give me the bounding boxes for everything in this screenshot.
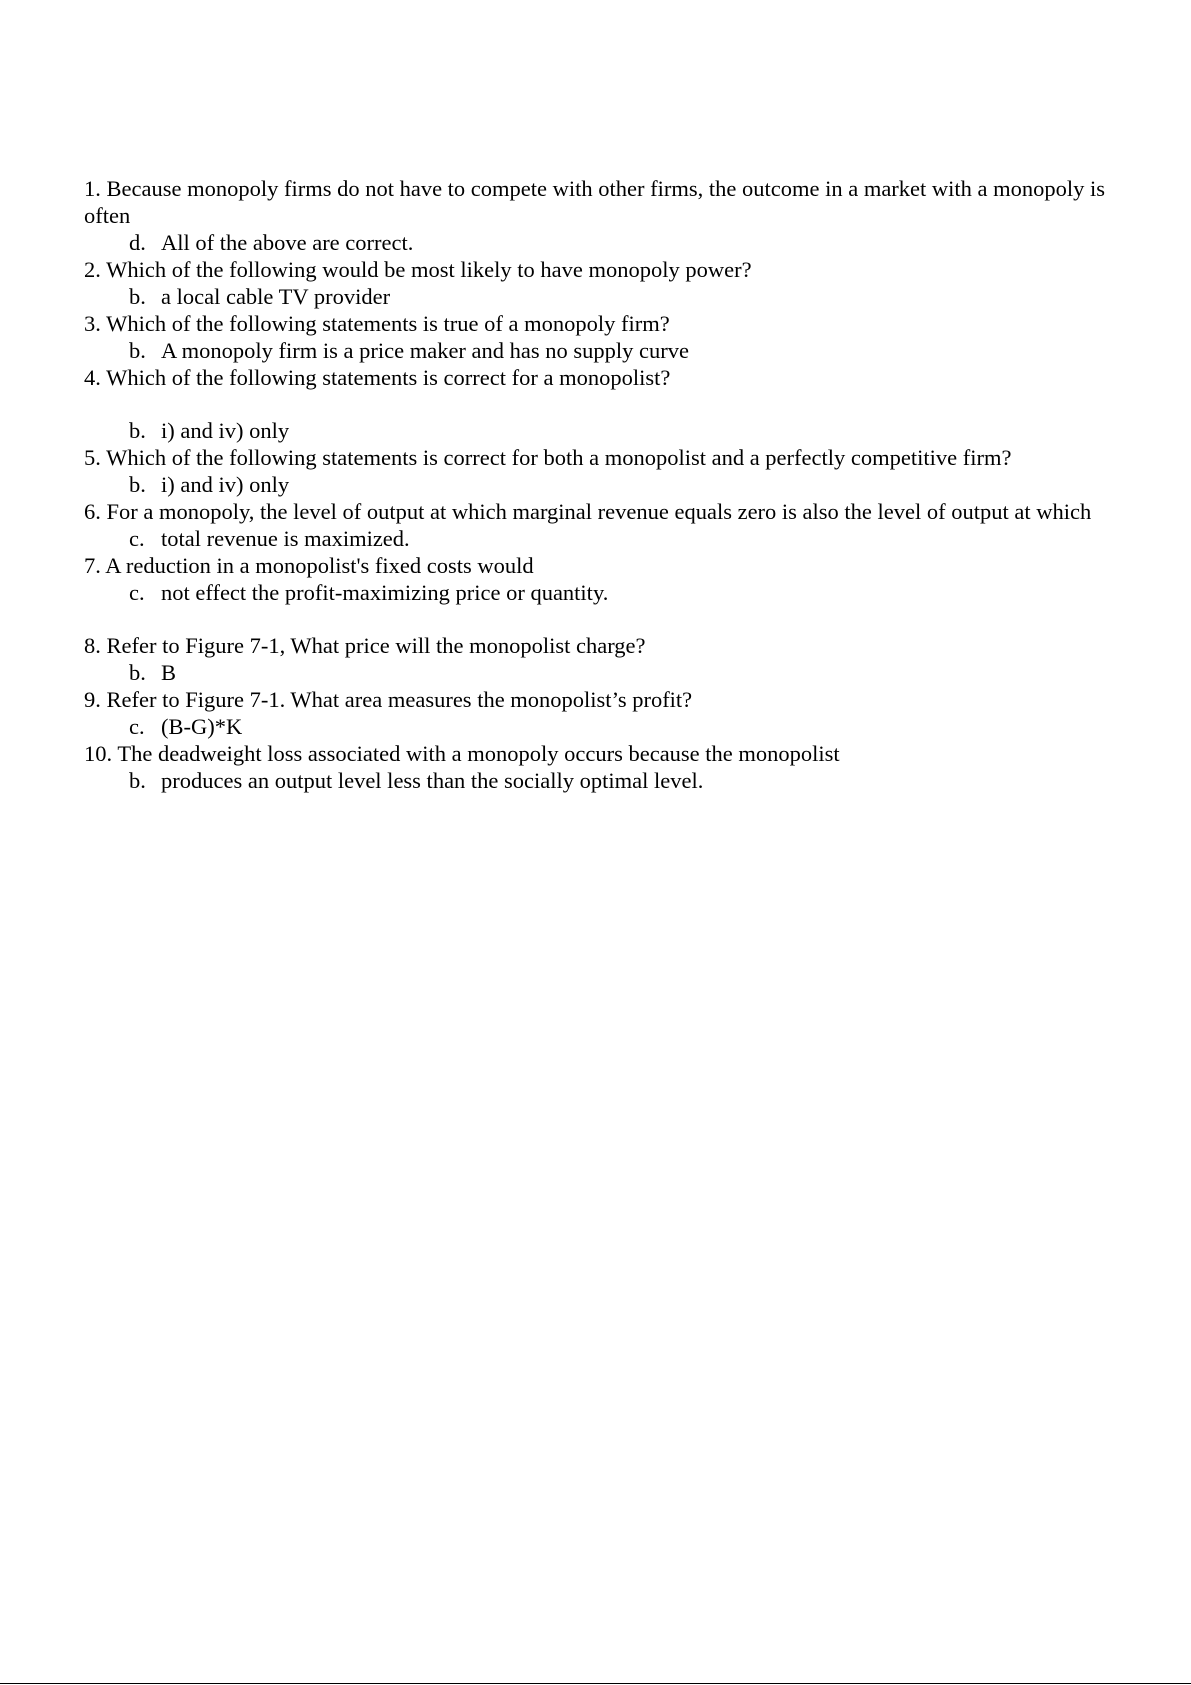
answer-text: (B-G)*K: [161, 714, 243, 739]
answer-text: produces an output level less than the socially optimal level.: [161, 768, 704, 793]
question-item-9: [84, 686, 1114, 740]
answer-letter: b.: [129, 338, 146, 363]
answer-text: B: [161, 660, 177, 685]
answer-text: a local cable TV provider: [161, 284, 391, 309]
answer: [129, 417, 1114, 444]
question-item-1: [84, 175, 1114, 256]
question-item-10: [84, 740, 1114, 794]
question-list: [84, 175, 1114, 794]
answer-text: i) and iv) only: [161, 418, 290, 443]
answer-text: total revenue is maximized.: [161, 526, 410, 551]
question-item-2: [84, 256, 1114, 310]
answer-letter: b.: [129, 418, 146, 443]
answer-letter: b.: [129, 284, 146, 309]
answer: [129, 659, 1114, 686]
question-text: 10. The deadweight loss associated with a monopoly occurs because the monopolist: [84, 741, 840, 766]
question-text: 8. Refer to Figure 7-1, What price will the monopolist charge?: [84, 633, 646, 658]
question-item-6: [84, 498, 1114, 552]
answer-letter: b.: [129, 768, 146, 793]
answer: [129, 229, 1114, 256]
answer-letter: c.: [129, 714, 145, 739]
answer-letter: b.: [129, 660, 146, 685]
answer-text: All of the above are correct.: [161, 230, 414, 255]
answer: [129, 767, 1114, 794]
answer: [129, 337, 1114, 364]
answer: [129, 525, 1114, 552]
question-text: 6. For a monopoly, the level of output at which marginal revenue equals zero is also the level of output at which: [84, 499, 1092, 524]
question-text: 3. Which of the following statements is true of a monopoly firm?: [84, 311, 670, 336]
blank-line: [84, 391, 1114, 417]
question-text: 1. Because monopoly firms do not have to compete with other firms, the outcome in a market with a monopoly is often: [84, 176, 1106, 228]
answer: [129, 713, 1114, 740]
question-item-7: [84, 552, 1114, 632]
question-item-5: [84, 444, 1114, 498]
answer-letter: b.: [129, 472, 146, 497]
question-text: 2. Which of the following would be most likely to have monopoly power?: [84, 257, 752, 282]
answer-text: not effect the profit-maximizing price or quantity.: [161, 580, 609, 605]
question-item-8: [84, 632, 1114, 686]
question-text: 9. Refer to Figure 7-1. What area measures the monopolist’s profit?: [84, 687, 693, 712]
question-item-4: [84, 364, 1114, 444]
answer-letter: d.: [129, 230, 146, 255]
question-text: 7. A reduction in a monopolist's fixed costs would: [84, 553, 534, 578]
page-bottom-rule: [0, 1683, 1191, 1684]
answer-letter: c.: [129, 526, 145, 551]
question-text: 5. Which of the following statements is correct for both a monopolist and a perfectly competitive firm?: [84, 445, 1012, 470]
question-text: 4. Which of the following statements is correct for a monopolist?: [84, 365, 671, 390]
answer: [129, 283, 1114, 310]
answer-text: A monopoly firm is a price maker and has no supply curve: [161, 338, 690, 363]
answer-letter: c.: [129, 580, 145, 605]
answer: [129, 579, 1114, 606]
answer-text: i) and iv) only: [161, 472, 290, 497]
answer: [129, 471, 1114, 498]
question-item-3: [84, 310, 1114, 364]
blank-line: [84, 606, 1114, 632]
